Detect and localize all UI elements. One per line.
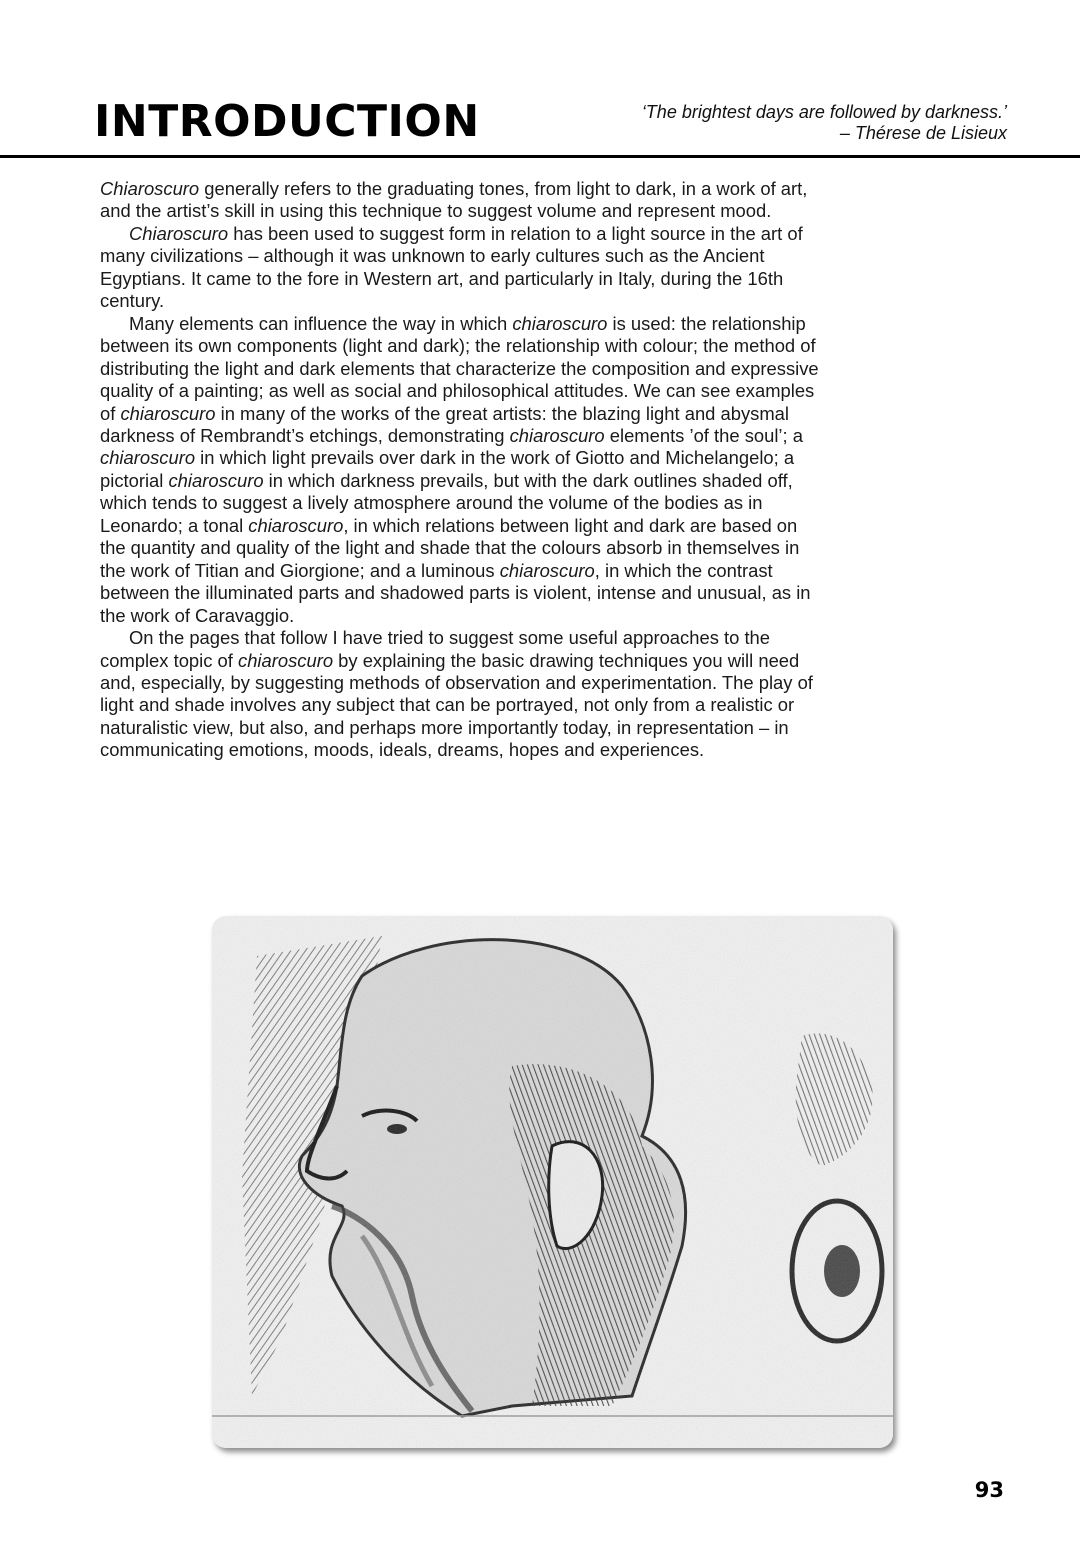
sketch-figure <box>212 916 893 1448</box>
italic-term: Chiaroscuro <box>129 222 229 244</box>
text-segment: in which light prevails over dark in the work of Giotto and Michelangelo; a pictorial <box>100 447 795 491</box>
italic-term: chiaroscuro <box>238 649 334 671</box>
page-title: INTRODUCTION <box>94 96 480 147</box>
pencil-sketch-portrait-image <box>212 916 893 1448</box>
text-segment: , in which relations between light and dark are based on the quantity and quality of the light and shade that the colours absorb in themselves in the work of Titian and Giorgione; and a luminous <box>100 514 800 581</box>
paragraph <box>100 178 820 223</box>
italic-term: chiaroscuro <box>100 447 196 469</box>
text-segment: in many of the works of the great artists: the blazing light and abysmal darkness of Rembrandt’s etchings, demonstrating <box>100 402 789 446</box>
epigraph-quote: ‘The brightest days are followed by darkness.’ <box>641 102 1007 122</box>
text-segment: is used: the relationship between its own components (light and dark); the relationship with colour; the method of distributing the light and dark elements that characterize the composition and expressive quality of a painting; as well as social and philosophical attitudes. We can see examples of <box>100 312 819 424</box>
italic-term: chiaroscuro <box>120 402 216 424</box>
body-text <box>100 178 820 762</box>
text-segment: Many elements can influence the way in which <box>129 312 513 334</box>
text-segment: elements ’of the soul’; a <box>604 424 803 446</box>
italic-term: chiaroscuro <box>512 312 608 334</box>
text-segment: by explaining the basic drawing techniques you will need and, especially, by suggesting methods of observation and experimentation. The play of light and shade involves any subject that can be portrayed, not only from a realistic or naturalistic view, but also, and perhaps more importantly today, in representation – in communicating emotions, moods, ideals, dreams, hopes and experiences. <box>100 649 813 761</box>
italic-term: chiaroscuro <box>509 424 605 446</box>
text-segment: , in which the contrast between the illuminated parts and shadowed parts is violent, intense and unusual, as in the work of Caravaggio. <box>100 559 811 626</box>
italic-term: chiaroscuro <box>168 469 264 491</box>
paragraph <box>100 313 820 627</box>
text-segment: generally refers to the graduating tones, from light to dark, in a work of art, and the artist’s skill in using this technique to suggest volume and represent mood. <box>100 178 808 222</box>
paragraph <box>100 223 820 313</box>
italic-term: chiaroscuro <box>248 514 344 536</box>
italic-term: Chiaroscuro <box>100 178 200 199</box>
italic-term: chiaroscuro <box>499 559 595 581</box>
text-segment: On the pages that follow I have tried to suggest some useful approaches to the complex topic of <box>100 627 771 671</box>
epigraph-attribution: – Thérese de Lisieux <box>839 123 1007 143</box>
text-segment: in which darkness prevails, but with the dark outlines shaded off, which tends to suggest a lively atmosphere around the volume of the bodies as in Leonardo; a tonal <box>100 469 793 536</box>
page-number: 93 <box>974 1478 1004 1502</box>
text-segment: has been used to suggest form in relation to a light source in the art of many civilizations – although it was unknown to early cultures such as the Ancient Egyptians. It came to the fore in Western art, and particularly in Italy, during the 16th century. <box>100 222 803 312</box>
header-divider <box>0 155 1080 158</box>
epigraph <box>642 102 1007 144</box>
paragraph <box>100 627 820 762</box>
